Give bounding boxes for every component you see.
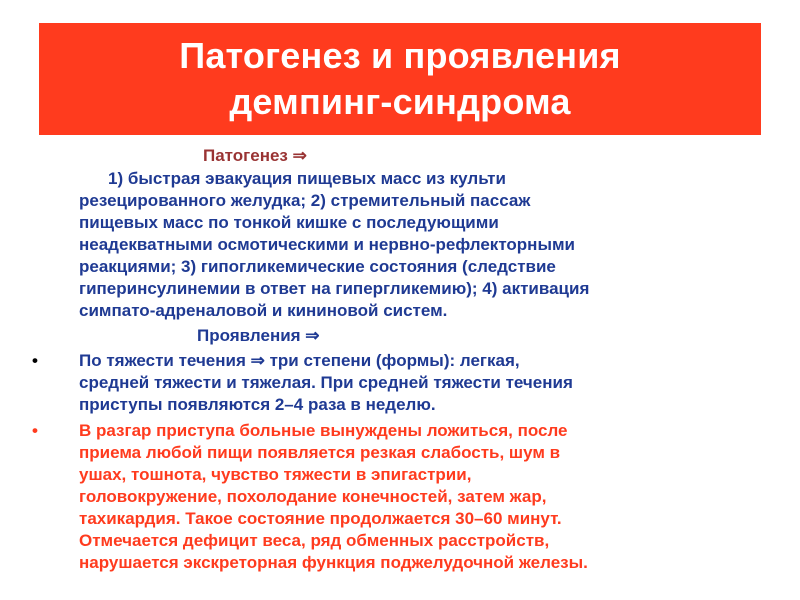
pathogenesis-line: реакциями; 3) гипогликемические состояния (следствие — [79, 257, 556, 276]
manifestations-heading: Проявления ⇒ — [197, 326, 320, 345]
bullet-line: приступы появляются 2–4 раза в неделю. — [79, 395, 436, 414]
pathogenesis-line: неадекватными осмотическими и нервно-рефлекторными — [79, 235, 575, 254]
bullet-marker: • — [32, 351, 38, 370]
bullet-line: средней тяжести и тяжелая. При средней тяжести течения — [79, 373, 573, 392]
pathogenesis-line: резецированного желудка; 2) стремительный пассаж — [79, 191, 531, 210]
bullet-line: В разгар приступа больные вынуждены ложиться, после — [79, 421, 568, 440]
bullet-line: нарушается экскреторная функция поджелудочной железы. — [79, 553, 588, 572]
bullet-text — [79, 420, 588, 574]
bullet-line: приема любой пищи появляется резкая слабость, шум в — [79, 443, 561, 462]
bullet-line: ушах, тошнота, чувство тяжести в эпигастрии, — [79, 465, 472, 484]
bullet-line: головокружение, похолодание конечностей, затем жар, — [79, 487, 547, 506]
title-banner — [39, 23, 761, 135]
pathogenesis-line: гиперинсулинемии в ответ на гипергликемию); 4) активация — [79, 279, 590, 298]
pathogenesis-line: 1) быстрая эвакуация пищевых масс из культи — [108, 169, 506, 188]
bullet-line: Отмечается дефицит веса, ряд обменных расстройств, — [79, 531, 550, 550]
bullet-text — [79, 350, 573, 416]
bullet-marker: • — [32, 421, 38, 440]
bullet-line: тахикардия. Такое состояние продолжается 30–60 минут. — [79, 509, 562, 528]
title-line-2: демпинг-синдрома — [229, 81, 571, 122]
title-line-1: Патогенез и проявления — [179, 35, 621, 76]
pathogenesis-line: симпато-адреналовой и кининовой систем. — [79, 301, 448, 320]
pathogenesis-line: пищевых масс по тонкой кишке с последующими — [79, 213, 499, 232]
bullet-line: По тяжести течения ⇒ три степени (формы): легкая, — [79, 351, 520, 370]
pathogenesis-heading: Патогенез ⇒ — [203, 146, 307, 165]
